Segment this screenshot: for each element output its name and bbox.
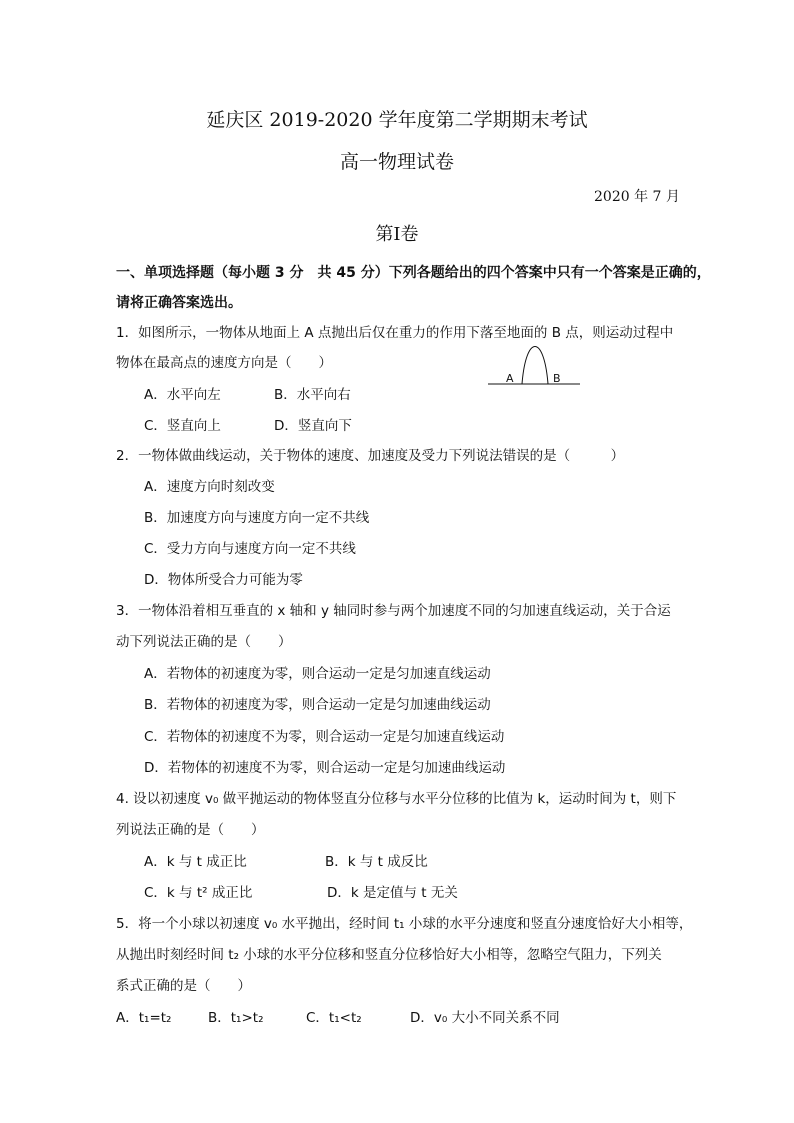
- q5-line3: 系式正确的是（ ）: [116, 978, 251, 994]
- point-a-label: A: [506, 372, 514, 385]
- q5-option-d: D．v₀ 大小不同关系不同: [410, 1010, 560, 1026]
- q1-option-d: D．竖直向下: [274, 418, 352, 434]
- q5-line2: 从抛出时刻经时间 t₂ 小球的水平分位移和竖直分位移恰好大小相等，忽略空气阻力，下列关: [116, 947, 662, 963]
- q4-line1: 4. 设以初速度 v₀ 做平抛运动的物体竖直分位移与水平分位移的比值为 k，运动时间为 t，则下: [116, 791, 677, 807]
- q3-option-b: B．若物体的初速度为零，则合运动一定是匀加速曲线运动: [144, 697, 491, 713]
- q2-option-b: B．加速度方向与速度方向一定不共线: [144, 510, 370, 526]
- q5-option-a: A．t₁=t₂: [116, 1010, 172, 1026]
- q2-option-d: D．物体所受合力可能为零: [144, 572, 303, 588]
- q4-line2: 列说法正确的是（ ）: [116, 822, 265, 838]
- q3-option-c: C．若物体的初速度不为零，则合运动一定是匀加速直线运动: [144, 729, 505, 745]
- q1-line1: 1．如图所示，一物体从地面上 A 点抛出后仅在重力的作用下落至地面的 B 点，则运动过程中: [116, 325, 674, 341]
- volume-heading: 第Ⅰ卷: [375, 224, 419, 245]
- q1-line2: 物体在最高点的速度方向是（ ）: [116, 355, 332, 371]
- projectile-diagram: [488, 342, 584, 390]
- q3-option-d: D．若物体的初速度不为零，则合运动一定是匀加速曲线运动: [144, 760, 506, 776]
- q1-option-a: A．水平向左: [144, 387, 221, 403]
- q3-line2: 动下列说法正确的是（ ）: [116, 634, 292, 650]
- q4-option-d: D．k 是定值与 t 无关: [327, 885, 458, 901]
- q1-option-c: C．竖直向上: [144, 418, 221, 434]
- point-b-label: B: [553, 372, 561, 385]
- section-heading-line2: 请将正确答案选出。: [116, 295, 242, 311]
- trajectory-curve: [522, 347, 548, 385]
- exam-date: 2020 年 7 月: [594, 189, 680, 205]
- q4-option-a: A．k 与 t 成正比: [144, 854, 247, 870]
- q2-option-a: A．速度方向时刻改变: [144, 479, 275, 495]
- q2-option-c: C．受力方向与速度方向一定不共线: [144, 541, 356, 557]
- exam-title: 延庆区 2019-2020 学年度第二学期期末考试: [206, 109, 588, 131]
- q4-option-c: C．k 与 t² 成正比: [144, 885, 253, 901]
- q1-option-b: B．水平向右: [274, 387, 351, 403]
- section-heading-line1: 一、单项选择题（每小题 3 分 共 45 分）下列各题给出的四个答案中只有一个答案是正确的，: [116, 265, 711, 281]
- exam-subtitle: 高一物理试卷: [339, 151, 454, 173]
- q5-option-c: C．t₁<t₂: [306, 1010, 362, 1026]
- q3-option-a: A．若物体的初速度为零，则合运动一定是匀加速直线运动: [144, 666, 491, 682]
- q3-line1: 3．一物体沿着相互垂直的 x 轴和 y 轴同时参与两个加速度不同的匀加速直线运动，关于合运: [116, 603, 671, 619]
- q5-line1: 5．将一个小球以初速度 v₀ 水平抛出，经时间 t₁ 小球的水平分速度和竖直分速度恰好大小相等，: [116, 916, 693, 932]
- q2-line1: 2．一物体做曲线运动，关于物体的速度、加速度及受力下列说法错误的是（ ）: [116, 448, 625, 464]
- q5-option-b: B．t₁>t₂: [208, 1010, 264, 1026]
- q4-option-b: B．k 与 t 成反比: [325, 854, 428, 870]
